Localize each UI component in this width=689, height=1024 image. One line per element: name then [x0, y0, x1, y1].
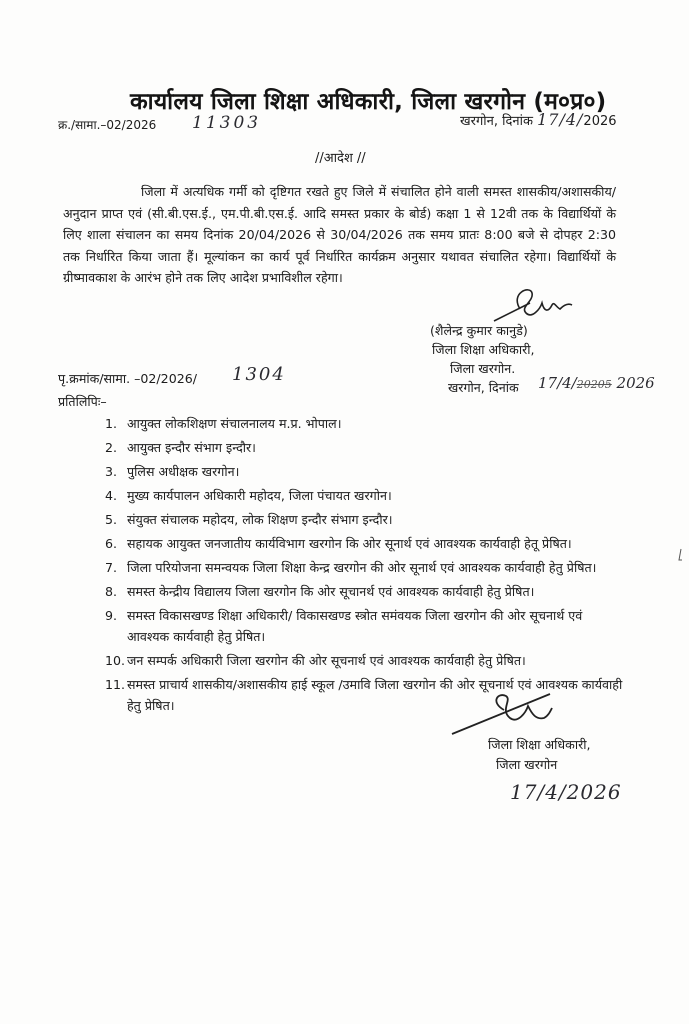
list-number: 10. — [105, 653, 126, 668]
signature-block-2 — [440, 690, 660, 810]
date-handwritten: 17/4/ — [537, 110, 584, 129]
list-item — [105, 509, 625, 530]
list-number: 7. — [105, 560, 118, 575]
list-item — [105, 413, 625, 434]
margin-pen-mark-icon — [676, 548, 684, 562]
list-number: 4. — [105, 488, 118, 503]
list-item — [105, 533, 625, 554]
signatory-designation: जिला शिक्षा अधिकारी, — [432, 342, 535, 357]
reference-number-handwritten: 11303 — [192, 113, 262, 133]
order-body-text: जिला में अत्यधिक गर्मी को दृष्टिगत रखते हुए जिले में संचालित होने वाली समस्त शासकीय/अशासकीय/अनुदान प्राप्त एवं (सी.बी.एस.ई., एम.पी.बी.एस.ई. आदि समस्त प्रकार के बोर्ड) कक्षा 1 से 12वी तक के विद्यार्थियों के लिए शाला संचालन का समय दिनांक 20/04/2026 से 30/04/2026 तक समय प्रातः 8:00 बजे से दोपहर 2:30 तक निर्धारित किया जाता हैं। मूल्यांकन का कार्य पूर्व निर्धारित कार्यक्रम अनुसार यथावत संचालित रहेगा। विद्यार्थियों के ग्रीष्मावकाश के आरंभ होने तक लिए आदेश प्रभाविशील रहेगा। — [63, 184, 616, 285]
signatory-place-date: खरगोन, दिनांक — [448, 380, 519, 395]
copy-to-label: प्रतिलिपिः– — [58, 394, 107, 409]
place-date — [460, 110, 617, 129]
office-title: कार्यालय जिला शिक्षा अधिकारी, जिला खरगोन (म०प्र०) — [130, 89, 607, 115]
signatory2-date-handwritten: 17/4/2026 — [510, 780, 622, 804]
struck-year: 20205 — [576, 378, 612, 391]
list-number: 8. — [105, 584, 118, 599]
list-number: 6. — [105, 536, 118, 551]
copy-reference-handwritten: 1304 — [232, 364, 286, 385]
list-text: संयुक्त संचालक महोदय, लोक शिक्षण इन्दौर संभाग इन्दौर। — [127, 512, 393, 527]
list-number: 3. — [105, 464, 118, 479]
list-item — [105, 581, 625, 602]
date-year: 2026 — [583, 114, 617, 129]
signatory-date-year: 2026 — [616, 374, 655, 392]
reference-number: क्र./सामा.–02/2026 — [58, 118, 157, 132]
list-text: आयुक्त लोकशिक्षण संचालनालय म.प्र. भोपाल। — [127, 416, 342, 431]
list-text: मुख्य कार्यपालन अधिकारी महोदय, जिला पंचायत खरगोन। — [127, 488, 392, 503]
list-text: आयुक्त इन्दौर संभाग इन्दौर। — [127, 440, 256, 455]
list-text: सहायक आयुक्त जनजातीय कार्यविभाग खरगोन कि ओर सूनार्थ एवं आवश्यक कार्यवाही हेतू प्रेषित। — [127, 536, 572, 551]
signature-scribble-icon — [490, 283, 580, 323]
signatory-date-handwritten — [538, 374, 655, 392]
list-item — [105, 461, 625, 482]
order-body — [63, 181, 616, 289]
list-text: जिला परियोजना समन्वयक जिला शिक्षा केन्द्र खरगोन की ओर सूनार्थ एवं आवश्यक कार्यवाही हेतु प्रेषित। — [127, 560, 597, 575]
list-number: 2. — [105, 440, 118, 455]
signatory-district: जिला खरगोन. — [450, 361, 516, 376]
list-text: समस्त केन्द्रीय विद्यालय जिला खरगोन कि ओर सूचानर्थ एवं आवश्यक कार्यवाही हेतु प्रेषित। — [127, 584, 535, 599]
list-number: 11. — [105, 677, 126, 692]
copy-reference-number: पृ.क्रमांक/सामा. –02/2026/ — [58, 371, 197, 386]
list-number: 5. — [105, 512, 118, 527]
signatory-name: (शैलेन्द्र कुमार कानुडे) — [430, 323, 528, 338]
copy-to-list — [105, 413, 625, 719]
list-text: पुलिस अधीक्षक खरगोन। — [127, 464, 240, 479]
list-item — [105, 485, 625, 506]
list-item — [105, 557, 625, 578]
list-number: 9. — [105, 608, 118, 623]
place-date-label: खरगोन, दिनांक — [460, 114, 533, 129]
signatory2-designation: जिला शिक्षा अधिकारी, — [488, 737, 591, 752]
list-item — [105, 605, 625, 647]
list-item — [105, 650, 625, 671]
list-text: समस्त विकासखण्ड शिक्षा अधिकारी/ विकासखण्ड स्त्रोत समंवयक जिला खरगोन की ओर सूचनार्थ एवं आवश्यक कार्यवाही हेतु प्रेषित। — [127, 608, 583, 644]
list-text: समस्त प्राचार्य शासकीय/अशासकीय हाई स्कूल /उमावि जिला खरगोन की ओर सूचनार्थ एवं आवश्यक कार्यवाही हेतु प्रेषित। — [127, 677, 623, 713]
list-text: जन सम्पर्क अधिकारी जिला खरगोन की ओर सूचनार्थ एवं आवश्यक कार्यवाही हेतु प्रेषित। — [127, 653, 526, 668]
signatory-date-day-month: 17/4/ — [538, 374, 577, 392]
list-item — [105, 437, 625, 458]
signatory2-district: जिला खरगोन — [496, 757, 558, 772]
list-number: 1. — [105, 416, 118, 431]
order-heading: //आदेश // — [315, 151, 366, 166]
